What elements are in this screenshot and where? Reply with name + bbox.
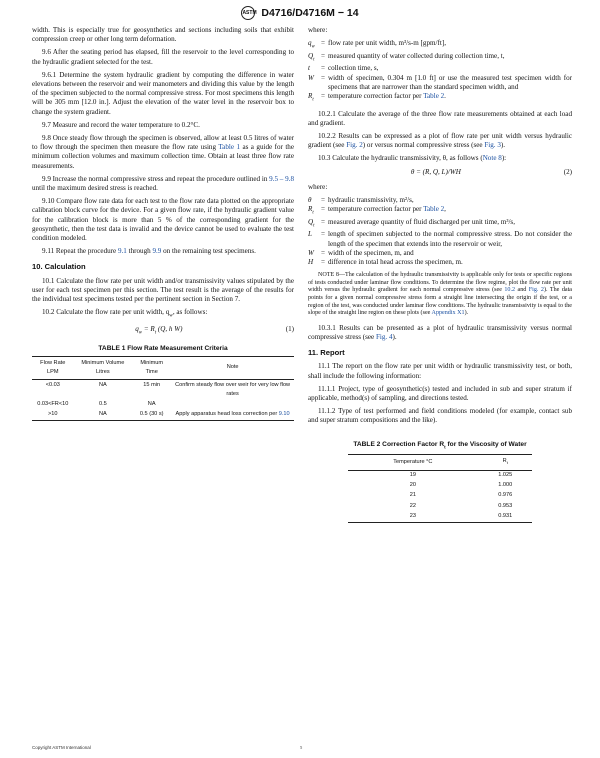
table-1-header: Minimum Volume Litres — [74, 356, 133, 379]
table-1 — [32, 356, 294, 421]
fig-3-link[interactable]: Fig. 3 — [484, 141, 501, 150]
definition-item: θ = hydraulic transmissivity, m²/s, — [308, 196, 414, 205]
definition-item: W = width of the specimen, m, and — [308, 248, 414, 257]
definition-item: t = collection time, s, — [308, 64, 379, 73]
table-1-header: Flow Rate LPM — [32, 356, 74, 379]
definition-item: W = width of specimen, 0.304 m [1.0 ft] or use the measured test specimen width for specimens that are narrower than the standard specimen width, and — [308, 73, 572, 91]
fig-2-link[interactable]: Fig. 2 — [528, 287, 544, 294]
note-8: NOTE 8—The calculation of the hydraulic transmissivity is applicable only for tests or specific regions of tests conducted under laminar flow conditions. To determine the flow regime, plot the flow rate per unit width versus the hydraulic gradient for each normal compressive stress (see 10.2 and Fig. 2). The data points for a given normal compressive stress form a straight line intersecting the origin if the test, or a region of the test, was conducted under laminar flow conditions. The hydraulic transmissivity is equal to the slope of the straight line region on these plots (see Appendix X1). — [308, 272, 572, 317]
paragraph-9-7: 9.7 Measure and record the water temperature to 0.2°C. — [42, 120, 200, 129]
equation-2: θ = (R, Q, L)/WH (2) — [410, 167, 572, 176]
table-1-header: Minimum Time — [132, 356, 171, 379]
table-row: >10 NA 0.5 (30 s) Apply apparatus head loss correction per 9.10 — [32, 410, 294, 421]
page-header — [0, 6, 600, 20]
paragraph-10-1: 10.1 Calculate the flow rate per unit width and/or transmissivity values stipulated by the user for each test specimen per this section. The test result is the average of the results for the individual test specimens tested per the pertinent section in Section 7. — [32, 276, 294, 304]
section-9-5-link[interactable]: 9.5 – 9.8 — [269, 174, 294, 183]
table-2-link[interactable]: Table 2 — [423, 205, 445, 214]
definition-item: $Q_t$ = measured average quantity of fluid discharged per unit time, m³/s, — [308, 217, 515, 229]
copyright-footer: Copyright ASTM International — [32, 745, 91, 750]
paragraph-10-2-1: 10.2.1 Calculate the average of the three flow rate measurements obtained at each load and gradient. — [308, 109, 572, 127]
table-row: 23 0.931 — [348, 511, 533, 522]
note-8-link[interactable]: Note 8 — [482, 154, 502, 163]
table-row: 22 0.953 — [409, 502, 513, 509]
paragraph-10-3-1: 10.3.1 Results can be presented as a plot of hydraulic transmissivity versus normal compressive stress (see Fig. 4). — [308, 323, 572, 342]
table-2-header: Temperature °C — [348, 455, 478, 470]
section-10-heading: 10. Calculation — [32, 262, 86, 272]
table-2 — [348, 454, 533, 522]
paragraph-9-8: 9.8 Once steady flow through the specimen is observed, allow at least 0.5 litres of water to flow through the specimen then measure the flow rate using Table 1 as a guide for the minimum collection volumes and maximum collection time. Obtain at least three flow rate measurements. — [32, 134, 294, 170]
fig-4-link[interactable]: Fig. 4 — [375, 333, 393, 342]
appendix-x1-link[interactable]: Appendix X1 — [431, 310, 465, 317]
definitions-2 — [308, 196, 572, 267]
table-row: <0.03 NA 15 min Confirm steady flow over weir for very low flow rates — [45, 381, 291, 397]
page-number: 5 — [300, 745, 303, 750]
paragraph-10-2: 10.2 Calculate the flow rate per unit width, $q_w$, as follows: — [42, 308, 208, 319]
paragraph-width: width. This is especially true for geosynthetics and sections including soils that exhibit compression creep or other long term deformation. — [32, 26, 294, 44]
definition-item: H = difference in total head across the specimen, m. — [308, 258, 463, 267]
paragraph-9-6-1: 9.6.1 Determine the system hydraulic gradient by computing the difference in water elevations between the reservoir and weir manometers and dividing this value by the length of the specimen subjected to the normal compressive stress. For most specimens this length will be 305 mm [12.0 in.]. Adjust the elevation of the water level in the reservoir box to change the system gradient. — [32, 70, 294, 116]
paragraph-10-3: 10.3 Calculate the hydraulic transmissivity, θ, as follows (Note 8): — [318, 154, 507, 163]
paragraph-11-1-2: 11.1.2 Type of test performed and field conditions modeled (for example, contact sub and super stratum compositions and the like). — [308, 407, 572, 425]
table-row: 21 0.976 — [409, 492, 513, 499]
table-1-link[interactable]: Table 1 — [218, 143, 240, 152]
definition-item: $R_t$ = temperature correction factor per Table 2. — [308, 92, 446, 103]
section-9-1-link[interactable]: 9.1 — [117, 247, 127, 256]
left-column — [32, 26, 294, 421]
table-1-header: Note — [171, 356, 294, 379]
paragraph-9-11: 9.11 Repeat the procedure 9.1 through 9.9 on the remaining test specimens. — [42, 247, 256, 256]
right-column — [308, 26, 572, 523]
fig-2-link[interactable]: Fig. 2 — [346, 141, 363, 150]
equation-1: $q_w = R_t$ (Q, h W) (1) — [135, 324, 294, 336]
paragraph-11-1-1: 11.1.1 Project, type of geosynthetic(s) tested and included in sub and super stratum if applicable, method(s) of sampling, and directions tested. — [308, 384, 572, 403]
section-9-9-link[interactable]: 9.9 — [152, 247, 162, 256]
where-label: where: — [308, 26, 328, 34]
document-title: D4716/D4716M − 14 — [261, 6, 359, 19]
definition-item: $q_w$ = flow rate per unit width, m³/s-m [gpm/ft], — [308, 39, 446, 50]
paragraph-9-6: 9.6 After the seating period has elapsed, fill the reservoir to the level corresponding to the hydraulic gradient selected for the test. — [32, 48, 294, 66]
section-10-2-link[interactable]: 10.2 — [504, 287, 516, 294]
paragraph-10-2-2: 10.2.2 Results can be expressed as a plot of flow rate per unit width versus hydraulic gradient (see Fig. 2) or versus normal compressive stress (see Fig. 3). — [308, 132, 572, 150]
table-2-header: $R_t$ — [478, 455, 532, 470]
definitions-1 — [308, 39, 572, 104]
definition-item: L = length of specimen subjected to the normal compressive stress. Do not consider the length of the specimen that extends into the reservoir or weir, — [308, 230, 572, 248]
table-1-title: TABLE 1 Flow Rate Measurement Criteria — [98, 344, 228, 352]
table-2-link[interactable]: Table 2 — [423, 92, 445, 101]
definition-item: $Q_t$ = measured quantity of water collected during collection time, t, — [308, 51, 505, 63]
paragraph-11-1: 11.1 The report on the flow rate per unit width or hydraulic transmissivity test, or both, shall include the following information: — [308, 362, 572, 380]
where-label: where: — [308, 182, 328, 191]
definition-item: $R_t$ = temperature correction factor per Table 2, — [308, 205, 446, 216]
section-11-heading: 11. Report — [308, 348, 345, 358]
table-2-title: TABLE 2 Correction Factor $R_t$ for the Viscosity of Water — [353, 440, 527, 449]
table-row: 19 1.025 — [409, 472, 513, 479]
table-row: 0.03<FR<10 0.5 NA — [37, 401, 156, 408]
table-row: 20 1.000 — [409, 482, 513, 489]
astm-logo-icon: ASTM — [241, 6, 255, 20]
section-9-10-link[interactable]: 9.10 — [278, 411, 290, 418]
paragraph-9-10: 9.10 Compare flow rate data for each test to the flow rate data plotted on the appropriate calibration block curve for the device. For a given flow rate, if the hydraulic gradient value for the calibration block is more than 5 % of the corresponding gradient for the geosynthetic, then the test data is invalid and the device cannot be used to evaluate the test condition modeled. — [32, 197, 294, 243]
paragraph-9-9: 9.9 Increase the normal compressive stress and repeat the procedure outlined in 9.5 – 9.8 until the maximum desired stress is reached. — [32, 174, 294, 193]
